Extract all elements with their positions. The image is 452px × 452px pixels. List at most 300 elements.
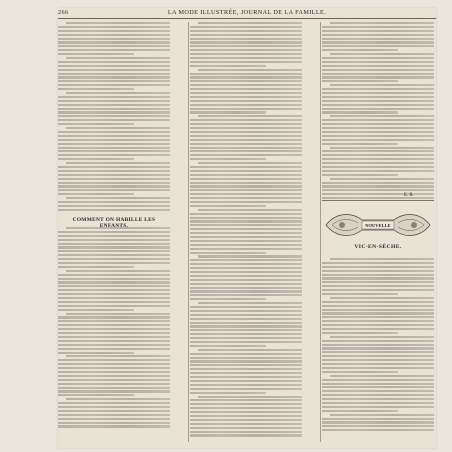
text-line [190, 170, 302, 172]
text-line [198, 255, 302, 257]
text-block [322, 22, 434, 201]
text-line [190, 76, 302, 78]
text-line [322, 73, 434, 75]
text-line [58, 285, 170, 287]
text-line [198, 22, 302, 24]
text-line [58, 201, 170, 203]
text-line [58, 119, 170, 121]
text-line [190, 380, 302, 382]
text-line [190, 34, 302, 36]
text-line [190, 96, 302, 98]
text-line [58, 115, 170, 117]
text-line [58, 174, 170, 176]
text-line [58, 328, 170, 330]
text-line [322, 390, 434, 392]
text-block [58, 227, 170, 429]
text-line [58, 69, 170, 71]
text-line [322, 394, 434, 396]
text-line [322, 76, 434, 78]
text-line [322, 123, 434, 125]
header-rule [58, 18, 436, 19]
text-line [58, 250, 170, 252]
text-block [322, 258, 434, 433]
text-line [190, 224, 302, 226]
text-line [190, 92, 302, 94]
text-line [190, 364, 302, 366]
text-line [58, 147, 170, 149]
text-line [58, 379, 170, 381]
text-line [322, 293, 398, 295]
journal-title: LA MODE ILLUSTRÉE, JOURNAL DE LA FAMILLE. [167, 9, 327, 16]
text-line [190, 84, 302, 86]
story-ornament [322, 208, 434, 242]
text-line [190, 240, 302, 242]
text-line [190, 333, 302, 335]
text-line [322, 154, 434, 156]
text-line [322, 158, 434, 160]
text-line [190, 419, 302, 421]
text-line [190, 139, 302, 141]
text-line [322, 143, 398, 145]
text-line [190, 182, 302, 184]
text-line [190, 185, 302, 187]
page-header [58, 8, 436, 18]
text-line [198, 69, 302, 71]
text-line [190, 123, 302, 125]
text-line [58, 410, 170, 412]
text-line [58, 383, 170, 385]
text-line [322, 111, 398, 113]
text-line [58, 235, 170, 237]
text-line [190, 174, 302, 176]
text-line [190, 65, 266, 67]
text-line [322, 270, 434, 272]
text-line [58, 363, 170, 365]
text-line [322, 131, 434, 133]
ornament-label: NOUVELLE [365, 223, 391, 229]
text-line [58, 418, 170, 420]
text-line [190, 423, 302, 425]
text-line [58, 375, 170, 377]
text-line [190, 189, 302, 191]
text-column-1 [58, 22, 170, 442]
text-line [190, 407, 302, 409]
text-line [322, 88, 434, 90]
text-line [322, 108, 434, 110]
text-line [190, 283, 302, 285]
text-line [190, 392, 266, 394]
text-line [322, 127, 434, 129]
text-line [58, 45, 170, 47]
text-line [66, 313, 170, 315]
text-line [190, 287, 302, 289]
text-line [322, 34, 434, 36]
text-line [322, 104, 434, 106]
text-line [66, 355, 170, 357]
text-line [66, 270, 170, 272]
text-line [190, 45, 302, 47]
text-line [58, 111, 170, 113]
text-line [58, 367, 170, 369]
text-line [58, 185, 170, 187]
story-title: VIC-EN-SÈCHE. [354, 244, 402, 250]
text-line [190, 38, 302, 40]
text-line [322, 332, 398, 334]
text-line [190, 232, 302, 234]
text-line [198, 162, 302, 164]
text-line [58, 239, 170, 241]
text-line [330, 115, 434, 117]
text-line [58, 96, 170, 98]
text-line [58, 258, 170, 260]
text-line [322, 320, 434, 322]
text-line [322, 309, 434, 311]
text-line [58, 53, 134, 55]
text-line [58, 348, 170, 350]
text-line [190, 357, 302, 359]
text-line [190, 108, 302, 110]
text-line [66, 162, 170, 164]
text-line [58, 131, 170, 133]
text-line [58, 38, 170, 40]
text-line [58, 316, 170, 318]
text-line [190, 384, 302, 386]
text-line [322, 135, 434, 137]
text-line [322, 344, 434, 346]
text-line [322, 185, 434, 187]
text-line [322, 305, 434, 307]
text-line [190, 127, 302, 129]
text-line [322, 371, 398, 373]
text-block [190, 22, 302, 438]
text-line [190, 57, 302, 59]
text-line [58, 178, 170, 180]
text-line [322, 45, 434, 47]
text-line [58, 274, 170, 276]
text-line [190, 100, 302, 102]
text-line [58, 76, 170, 78]
text-line [66, 57, 170, 59]
text-line [58, 402, 170, 404]
ornament-banner-icon [322, 208, 434, 242]
text-line [190, 135, 302, 137]
text-line [190, 298, 266, 300]
text-line [322, 162, 434, 164]
text-line [190, 337, 302, 339]
text-line [58, 359, 170, 361]
text-line [190, 259, 302, 261]
text-line [58, 182, 170, 184]
text-line [322, 312, 434, 314]
column-divider [320, 22, 321, 442]
text-line [322, 166, 434, 168]
text-line [190, 388, 302, 390]
text-line [190, 80, 302, 82]
text-line [322, 96, 434, 98]
text-line [58, 170, 170, 172]
text-line [322, 69, 434, 71]
article-heading: COMMENT ON HABILLE LES ENFANTS. [72, 217, 156, 229]
text-line [322, 262, 434, 264]
text-line [322, 193, 434, 195]
text-line [322, 281, 434, 283]
text-line [190, 205, 266, 207]
text-line [198, 349, 302, 351]
text-line [322, 328, 434, 330]
text-line [190, 150, 302, 152]
text-line [322, 324, 434, 326]
text-line [322, 402, 434, 404]
text-line [58, 205, 170, 207]
text-line [190, 306, 302, 308]
text-line [58, 154, 170, 156]
text-line [322, 38, 434, 40]
text-line [58, 26, 170, 28]
text-line [58, 281, 170, 283]
text-line [190, 111, 266, 113]
text-line [322, 119, 434, 121]
text-line [190, 147, 302, 149]
text-line [330, 53, 434, 55]
section-rule [322, 200, 434, 201]
text-line [190, 318, 302, 320]
text-line [190, 263, 302, 265]
text-line [58, 30, 170, 32]
text-line [322, 61, 434, 63]
text-line [190, 30, 302, 32]
text-line [330, 336, 434, 338]
text-line [330, 178, 434, 180]
text-line [190, 279, 302, 281]
text-line [190, 201, 302, 203]
text-line [322, 418, 434, 420]
text-line [190, 294, 302, 296]
text-line [322, 92, 434, 94]
text-line [322, 347, 434, 349]
text-line [58, 193, 134, 195]
text-line [330, 375, 434, 377]
text-line [58, 246, 170, 248]
article-signature: E. R. [404, 193, 414, 198]
text-line [322, 197, 434, 199]
text-line [190, 104, 302, 106]
text-line [58, 352, 134, 354]
text-line [322, 406, 434, 408]
text-line [322, 277, 434, 279]
text-line [58, 305, 170, 307]
text-line [190, 275, 302, 277]
text-line [322, 301, 434, 303]
text-line [58, 34, 170, 36]
text-line [322, 189, 434, 191]
text-line [322, 139, 434, 141]
text-line [330, 147, 434, 149]
text-line [190, 158, 266, 160]
text-line [58, 414, 170, 416]
text-line [190, 248, 302, 250]
text-line [322, 410, 398, 412]
text-line [58, 266, 134, 268]
text-line [66, 22, 170, 24]
text-line [322, 274, 434, 276]
text-line [190, 325, 302, 327]
text-line [58, 344, 170, 346]
text-line [322, 316, 434, 318]
text-line [58, 390, 170, 392]
text-line [190, 411, 302, 413]
text-line [322, 285, 434, 287]
text-line [66, 197, 170, 199]
text-line [58, 65, 170, 67]
text-line [322, 351, 434, 353]
text-line [198, 209, 302, 211]
text-block [58, 22, 170, 213]
text-line [58, 150, 170, 152]
text-line [198, 302, 302, 304]
text-line [190, 376, 302, 378]
text-line [330, 414, 434, 416]
text-line [58, 135, 170, 137]
text-line [58, 371, 170, 373]
text-line [58, 243, 170, 245]
text-line [58, 61, 170, 63]
text-line [58, 332, 170, 334]
text-line [58, 80, 170, 82]
text-line [322, 355, 434, 357]
text-line [322, 49, 398, 51]
text-line [190, 360, 302, 362]
text-line [190, 431, 302, 433]
text-line [58, 262, 170, 264]
text-line [190, 271, 302, 273]
text-line [322, 182, 434, 184]
text-line [58, 289, 170, 291]
text-line [58, 425, 170, 427]
text-line [58, 166, 170, 168]
text-line [190, 178, 302, 180]
text-line [190, 193, 302, 195]
text-line [322, 359, 434, 361]
text-line [330, 297, 434, 299]
text-line [322, 398, 434, 400]
text-line [322, 379, 434, 381]
text-line [58, 189, 170, 191]
text-line [190, 131, 302, 133]
text-line [190, 290, 302, 292]
text-line [190, 228, 302, 230]
text-line [190, 341, 302, 343]
text-line [58, 340, 170, 342]
text-line [322, 386, 434, 388]
text-line [190, 166, 302, 168]
text-line [58, 158, 134, 160]
column-divider [188, 22, 189, 442]
text-line [190, 353, 302, 355]
text-line [190, 49, 302, 51]
text-line [322, 429, 434, 431]
text-line [322, 174, 398, 176]
text-line [190, 26, 302, 28]
text-line [190, 252, 266, 254]
text-line [58, 254, 170, 256]
text-line [190, 314, 302, 316]
text-line [322, 80, 398, 82]
text-line [58, 336, 170, 338]
text-line [330, 258, 434, 260]
text-line [58, 297, 170, 299]
text-line [58, 301, 170, 303]
text-line [330, 22, 434, 24]
text-line [190, 368, 302, 370]
text-line [190, 427, 302, 429]
text-line [322, 41, 434, 43]
text-line [58, 278, 170, 280]
text-line [322, 57, 434, 59]
text-line [190, 154, 302, 156]
text-line [66, 127, 170, 129]
text-line [198, 115, 302, 117]
text-line [58, 41, 170, 43]
text-line [58, 209, 170, 211]
text-line [190, 213, 302, 215]
text-line [190, 143, 302, 145]
text-line [322, 170, 434, 172]
text-line [322, 150, 434, 152]
text-line [58, 123, 134, 125]
text-column-2 [190, 22, 302, 442]
text-line [190, 403, 302, 405]
text-line [330, 84, 434, 86]
text-line [58, 73, 170, 75]
text-line [58, 309, 134, 311]
text-line [190, 310, 302, 312]
text-line [322, 363, 434, 365]
text-line [190, 61, 302, 63]
text-line [58, 49, 170, 51]
text-line [190, 236, 302, 238]
text-line [322, 26, 434, 28]
text-line [190, 88, 302, 90]
text-line [322, 65, 434, 67]
text-line [190, 197, 302, 199]
text-line [58, 231, 170, 233]
text-line [190, 119, 302, 121]
text-line [58, 108, 170, 110]
text-line [190, 399, 302, 401]
text-line [322, 289, 434, 291]
text-line [322, 367, 434, 369]
text-line [322, 421, 434, 423]
text-line [190, 322, 302, 324]
text-line [58, 320, 170, 322]
text-line [190, 53, 302, 55]
text-line [58, 104, 170, 106]
text-line [322, 30, 434, 32]
text-line [322, 266, 434, 268]
text-line [66, 398, 170, 400]
page-number: 266 [58, 9, 69, 16]
text-line [58, 324, 170, 326]
text-line [322, 340, 434, 342]
text-line [322, 425, 434, 427]
text-line [58, 406, 170, 408]
text-line [190, 415, 302, 417]
text-line [190, 217, 302, 219]
text-line [190, 345, 266, 347]
text-line [190, 267, 302, 269]
text-line [190, 329, 302, 331]
text-line [58, 84, 170, 86]
